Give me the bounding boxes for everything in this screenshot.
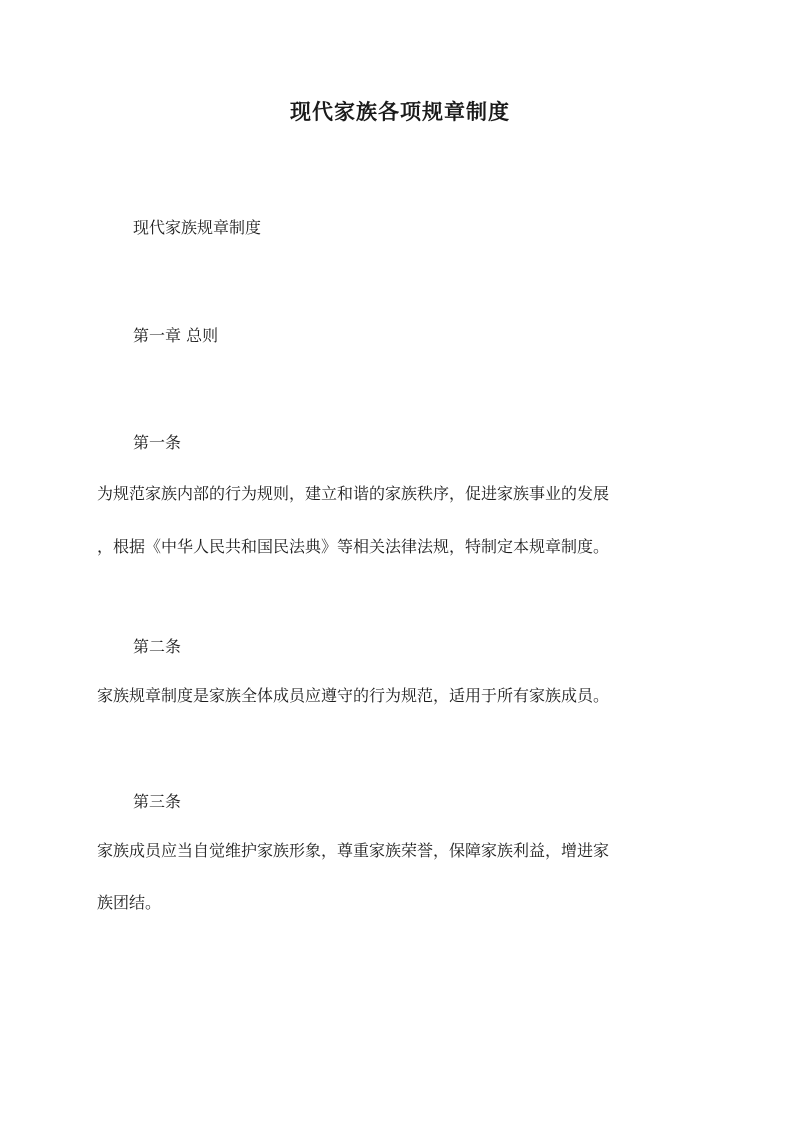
article-3-line-1: 家族成员应当自觉维护家族形象，尊重家族荣誉，保障家族利益，增进家 bbox=[97, 841, 610, 860]
article-2-line-1: 家族规章制度是家族全体成员应遵守的行为规范，适用于所有家族成员。 bbox=[97, 686, 610, 705]
article-1-line-1: 为规范家族内部的行为规则，建立和谐的家族秩序，促进家族事业的发展 bbox=[97, 484, 610, 503]
chapter-heading: 第一章 总则 bbox=[133, 326, 219, 345]
article-1-line-2: ，根据《中华人民共和国民法典》等相关法律法规，特制定本规章制度。 bbox=[97, 537, 610, 556]
article-1-body bbox=[97, 480, 717, 561]
article-1-heading: 第一条 bbox=[133, 433, 182, 452]
document-title: 现代家族各项规章制度 bbox=[290, 99, 510, 124]
article-3-body bbox=[97, 837, 717, 917]
article-2-body bbox=[97, 682, 717, 710]
document-subtitle: 现代家族规章制度 bbox=[133, 218, 262, 237]
article-3-heading: 第三条 bbox=[133, 792, 182, 811]
article-2-heading: 第二条 bbox=[133, 637, 182, 656]
article-3-line-2: 族团结。 bbox=[97, 893, 162, 912]
